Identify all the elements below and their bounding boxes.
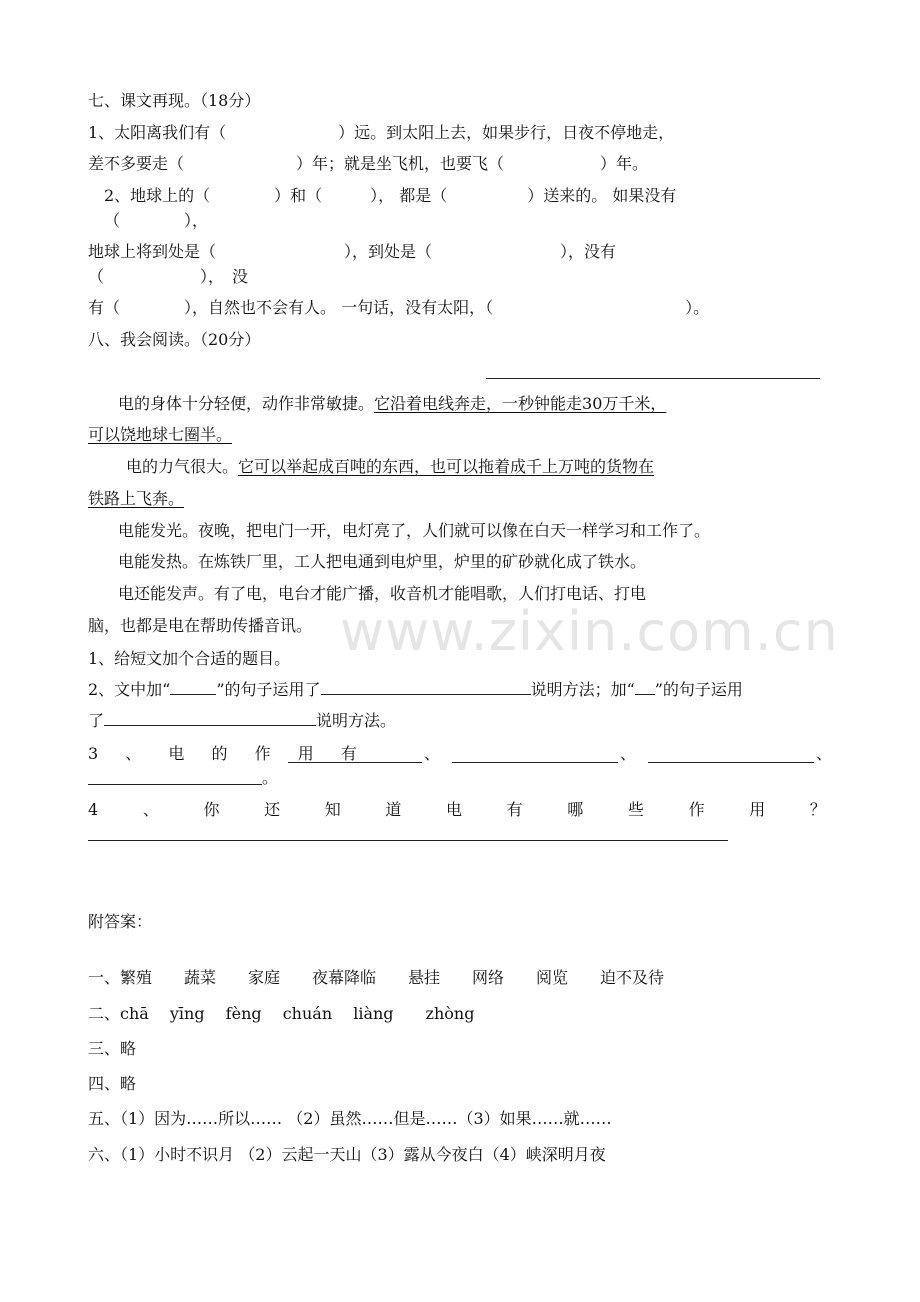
q2-blank-1[interactable] bbox=[321, 680, 531, 695]
p2-plain-text: 电的力气很大。 bbox=[126, 457, 239, 476]
answer-5: 五、（1）因为……所以…… （2）虽然……但是……（3）如果……就…… bbox=[88, 1109, 612, 1128]
q4-char: 电 bbox=[446, 800, 463, 819]
sec7-q2-line1: 2、地球上的（ ）和（ ）， 都是（ ）送来的。 如果没有 bbox=[104, 186, 677, 205]
q2-text-e: 了 bbox=[88, 711, 105, 730]
sec7-q2-line2: （ ）， bbox=[104, 211, 209, 230]
q2-text-d: ”的句子运用 bbox=[654, 680, 743, 699]
passage-p1-line2: 可以饶地球七圈半。 bbox=[88, 425, 233, 444]
q3-char: 3 bbox=[88, 744, 110, 763]
section7-title: 七、课文再现。（18分） bbox=[88, 91, 261, 110]
question-2-line1 bbox=[88, 679, 743, 701]
passage-p2-line1 bbox=[126, 456, 654, 478]
q4-char: 4 bbox=[88, 800, 99, 819]
question-1: 1、给短文加个合适的题目。 bbox=[88, 649, 291, 668]
sec7-q2-line5: 有（ ），自然也不会有人。 一句话，没有太阳，（ ）。 bbox=[88, 298, 710, 317]
q4-char: 你 bbox=[203, 800, 220, 819]
q4-char: 用 bbox=[749, 800, 766, 819]
q3-char: 、 bbox=[125, 744, 153, 763]
passage-p4: 电能发热。在炼铁厂里，工人把电通到电炉里，炉里的矿砂就化成了铁水。 bbox=[118, 552, 647, 571]
sec7-q2-line3: 地球上将到处是（ ），到处是（ ），没有 bbox=[88, 242, 617, 261]
answer-1: 一、繁殖 蔬菜 家庭 夜幕降临 悬挂 网络 阅览 迫不及待 bbox=[88, 968, 665, 987]
passage-p3: 电能发光。夜晚，把电门一开，电灯亮了，人们就可以像在白天一样学习和工作了。 bbox=[118, 521, 711, 540]
q3-char: 的 bbox=[211, 744, 239, 763]
q2-text-c: 说明方法；加“ bbox=[530, 680, 635, 699]
q3-blank-3[interactable] bbox=[648, 762, 814, 763]
q4-char: 还 bbox=[264, 800, 281, 819]
p1-plain-text: 电的身体十分轻便，动作非常敏捷。 bbox=[118, 394, 375, 413]
q3-char: 电 bbox=[168, 744, 196, 763]
answer-3: 三、略 bbox=[88, 1039, 137, 1058]
q4-char: 道 bbox=[385, 800, 402, 819]
q4-char: 有 bbox=[506, 800, 523, 819]
q3-chars bbox=[88, 744, 368, 763]
p2-underlined-text: 它可以举起成百吨的东西，也可以拖着成千上万吨的货物在 bbox=[238, 457, 655, 476]
passage-p1-line1 bbox=[118, 393, 666, 415]
q4-char: 、 bbox=[142, 800, 159, 819]
q3-char: 有 bbox=[340, 744, 368, 763]
q2-blank-2[interactable] bbox=[104, 711, 316, 726]
section8-title: 八、我会阅读。（20分） bbox=[88, 330, 261, 349]
question-2-line2 bbox=[88, 710, 396, 732]
q3-end-mark: 。 bbox=[262, 768, 279, 787]
q3-char: 用 bbox=[297, 744, 325, 763]
q4-char: 知 bbox=[324, 800, 341, 819]
question-4 bbox=[88, 799, 826, 821]
sec7-q2-line4: （ ）， 没 bbox=[88, 267, 249, 286]
answer-6: 六、（1）小时不识月 （2）云起一天山（3）露从今夜白（4）峡深明月夜 bbox=[88, 1145, 606, 1164]
q3-blank-2[interactable] bbox=[452, 762, 618, 763]
q3-separator-1: 、 bbox=[424, 744, 441, 763]
watermark: www.zixin.com.cn bbox=[340, 600, 839, 663]
q2-mark-sample-1 bbox=[170, 680, 216, 695]
q2-text-b: ”的句子运用了 bbox=[216, 680, 321, 699]
title-answer-line bbox=[486, 378, 820, 379]
q4-char: 哪 bbox=[567, 800, 584, 819]
answers-title: 附答案： bbox=[88, 912, 153, 931]
passage-p5-line2: 脑，也都是电在帮助传播音讯。 bbox=[88, 616, 313, 635]
q4-char: 些 bbox=[627, 800, 644, 819]
p1-underlined-text: 它沿着电线奔走，一秒钟能走30万千米， bbox=[374, 394, 667, 413]
sec7-q1-line1: 1、太阳离我们有（ ）远。到太阳上去，如果步行，日夜不停地走， bbox=[88, 123, 675, 142]
q2-text-a: 2、文中加“ bbox=[88, 680, 171, 699]
q3-char: 作 bbox=[254, 744, 282, 763]
passage-p2-line2: 铁路上飞奔。 bbox=[88, 489, 185, 508]
answer-2: 二、chā yīng fèng chuán liàng zhòng bbox=[88, 1004, 475, 1023]
passage-p5-line1: 电还能发声。有了电，电台才能广播，收音机才能唱歌，人们打电话、打电 bbox=[118, 584, 647, 603]
q4-char: ？ bbox=[809, 800, 826, 819]
q3-separator-2: 、 bbox=[620, 744, 637, 763]
sec7-q1-line2: 差不多要走（ ）年；就是坐飞机，也要飞（ ）年。 bbox=[88, 154, 649, 173]
q2-mark-sample-2 bbox=[635, 680, 655, 695]
q3-separator-3: 、 bbox=[816, 744, 833, 763]
q4-answer-line[interactable] bbox=[88, 840, 728, 841]
q4-char: 作 bbox=[688, 800, 705, 819]
q3-blank-1[interactable] bbox=[288, 762, 422, 763]
q3-blank-4[interactable] bbox=[88, 784, 262, 785]
q2-text-f: 说明方法。 bbox=[316, 711, 397, 730]
answer-4: 四、略 bbox=[88, 1074, 137, 1093]
